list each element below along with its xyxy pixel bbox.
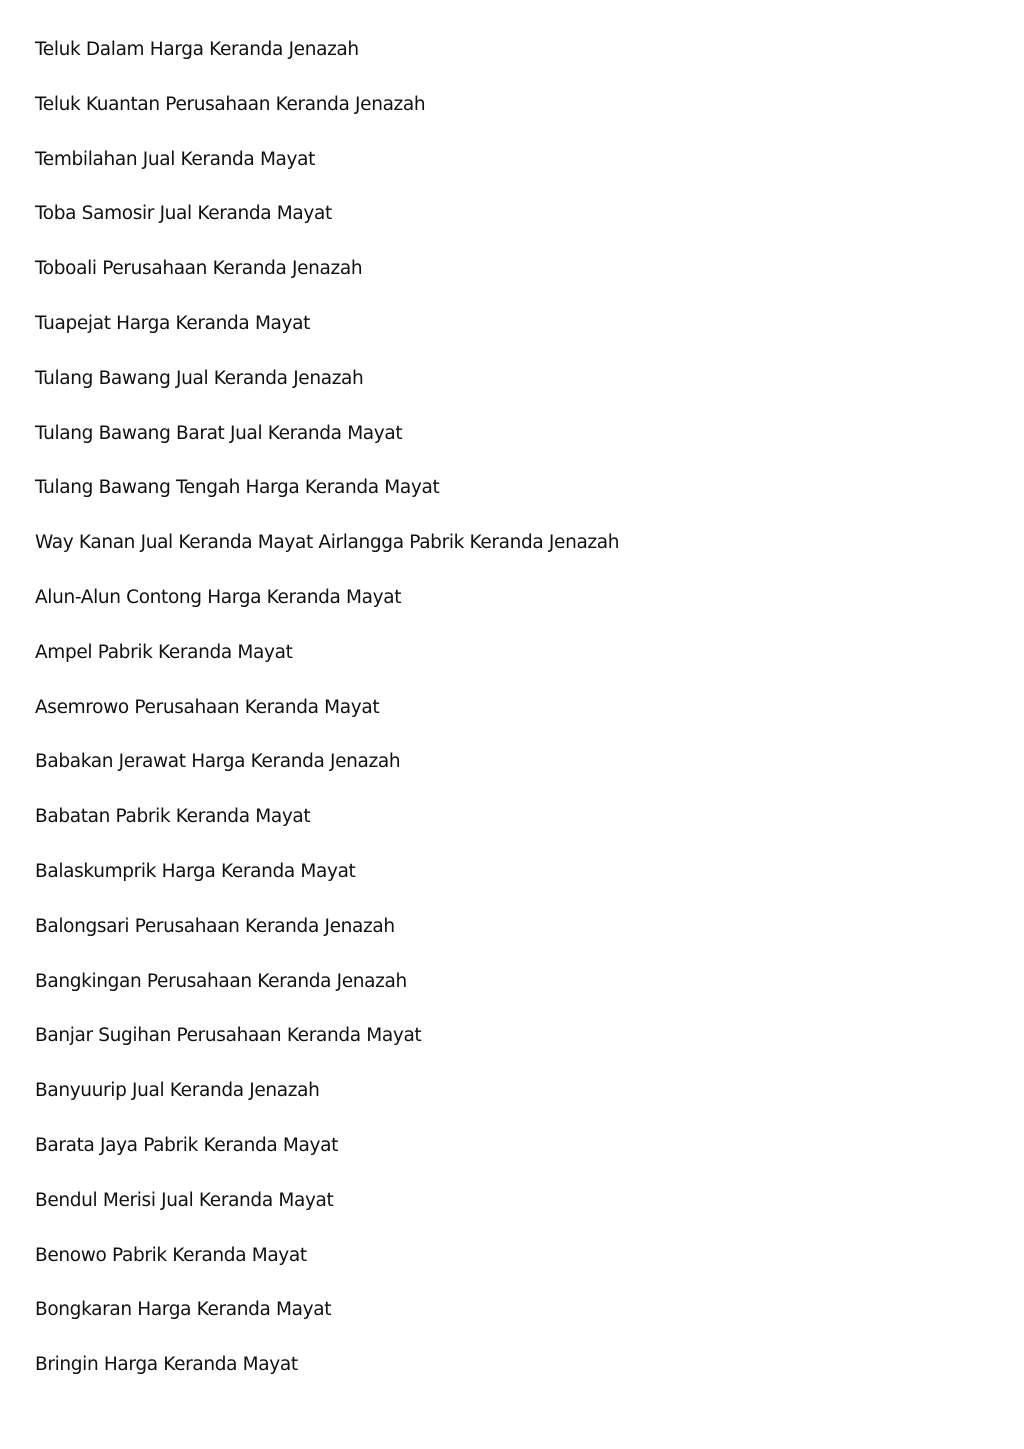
text-line: Teluk Dalam Harga Keranda Jenazah — [35, 39, 359, 60]
text-line: Balaskumprik Harga Keranda Mayat — [35, 860, 356, 882]
text-line: Benowo Pabrik Keranda Mayat — [35, 1244, 307, 1266]
text-line: Teluk Kuantan Perusahaan Keranda Jenazah — [35, 93, 426, 115]
text-line: Banyuurip Jual Keranda Jenazah — [35, 1080, 320, 1102]
text-line: Bongkaran Harga Keranda Mayat — [35, 1299, 332, 1321]
text-line: Tulang Bawang Tengah Harga Keranda Mayat — [35, 477, 440, 499]
text-line: Banjar Sugihan Perusahaan Keranda Mayat — [35, 1025, 422, 1047]
text-line: Asemrowo Perusahaan Keranda Mayat — [35, 696, 380, 718]
text-line: Babakan Jerawat Harga Keranda Jenazah — [35, 751, 401, 773]
text-line: Bringin Harga Keranda Mayat — [35, 1354, 298, 1376]
text-line: Toboali Perusahaan Keranda Jenazah — [35, 258, 363, 280]
text-line: Barata Jaya Pabrik Keranda Mayat — [35, 1134, 339, 1156]
text-line: Bendul Merisi Jual Keranda Mayat — [35, 1189, 334, 1211]
text-line: Toba Samosir Jual Keranda Mayat — [35, 203, 332, 225]
text-line: Tuapejat Harga Keranda Mayat — [35, 312, 311, 334]
text-line: Alun-Alun Contong Harga Keranda Mayat — [35, 586, 402, 608]
text-line: Balongsari Perusahaan Keranda Jenazah — [35, 915, 395, 937]
text-line: Way Kanan Jual Keranda Mayat Airlangga Pabrik Keranda Jenazah — [35, 532, 620, 554]
text-line: Ampel Pabrik Keranda Mayat — [35, 641, 293, 663]
text-line: Tulang Bawang Barat Jual Keranda Mayat — [35, 422, 403, 444]
text-line: Babatan Pabrik Keranda Mayat — [35, 806, 311, 828]
text-line: Tulang Bawang Jual Keranda Jenazah — [35, 367, 364, 389]
text-line: Tembilahan Jual Keranda Mayat — [35, 148, 316, 170]
text-line-list — [35, 35, 995, 1405]
text-line: Bangkingan Perusahaan Keranda Jenazah — [35, 970, 407, 992]
